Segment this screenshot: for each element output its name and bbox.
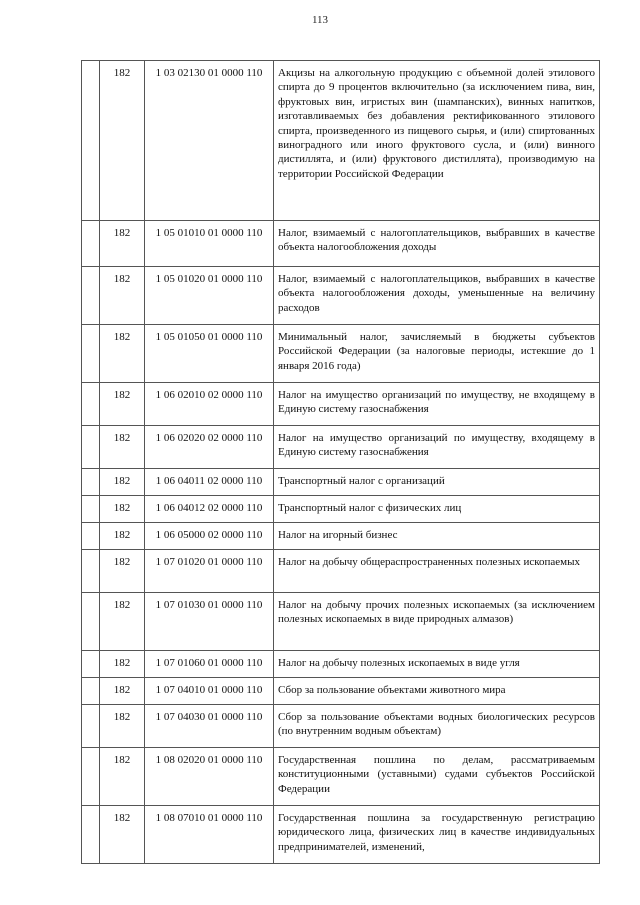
description-cell: Минимальный налог, зачисляемый в бюджеты субъектов Российской Федерации (за налоговые периоды, истекшие до 1 января 2016 года): [274, 325, 600, 383]
blank-cell: [82, 550, 100, 593]
description-cell: Налог, взимаемый с налогоплательщиков, выбравших в качестве объекта налогообложения доходы: [274, 221, 600, 267]
table-row: [82, 61, 600, 221]
budget-code-cell: 1 05 01010 01 0000 110: [145, 221, 274, 267]
description-cell: Акцизы на алкогольную продукцию с объемной долей этилового спирта до 9 процентов включительно (за исключением пива, вин, фруктовых вин, игристых вин (шампанских), винных напитков, изготавливаемых без добавления ректификованного этилового спирта, произведенного из пищевого сырья, и (или) спиртованных виноградного или иного фруктового сусла, и (или) винного дистиллята, и (или) фруктового дистиллята), производимую на территории Российской Федерации: [274, 61, 600, 221]
budget-code-cell: 1 07 01060 01 0000 110: [145, 651, 274, 678]
budget-code-cell: 1 06 02020 02 0000 110: [145, 426, 274, 469]
blank-cell: [82, 705, 100, 748]
table-row: [82, 678, 600, 705]
table-row: [82, 806, 600, 864]
blank-cell: [82, 383, 100, 426]
table-row: [82, 651, 600, 678]
blank-cell: [82, 748, 100, 806]
table-row: [82, 325, 600, 383]
admin-code-cell: 182: [100, 748, 145, 806]
description-cell: Налог на имущество организаций по имуществу, не входящему в Единую систему газоснабжения: [274, 383, 600, 426]
blank-cell: [82, 651, 100, 678]
description-cell: Налог на добычу прочих полезных ископаемых (за исключением полезных ископаемых в виде природных алмазов): [274, 593, 600, 651]
table-row: [82, 469, 600, 496]
table-row: [82, 426, 600, 469]
table-row: [82, 705, 600, 748]
admin-code-cell: 182: [100, 383, 145, 426]
page-number: 113: [311, 14, 329, 26]
description-cell: Государственная пошлина по делам, рассматриваемым конституционными (уставными) судами субъектов Российской Федерации: [274, 748, 600, 806]
budget-code-cell: 1 06 05000 02 0000 110: [145, 523, 274, 550]
admin-code-cell: 182: [100, 678, 145, 705]
blank-cell: [82, 426, 100, 469]
description-cell: Налог на имущество организаций по имуществу, входящему в Единую систему газоснабжения: [274, 426, 600, 469]
admin-code-cell: 182: [100, 651, 145, 678]
budget-classification-table: [81, 60, 600, 864]
blank-cell: [82, 325, 100, 383]
description-cell: Сбор за пользование объектами водных биологических ресурсов (по внутренним водным объектам): [274, 705, 600, 748]
admin-code-cell: 182: [100, 806, 145, 864]
budget-code-cell: 1 08 07010 01 0000 110: [145, 806, 274, 864]
budget-code-cell: 1 07 04010 01 0000 110: [145, 678, 274, 705]
admin-code-cell: 182: [100, 523, 145, 550]
blank-cell: [82, 806, 100, 864]
budget-code-cell: 1 05 01050 01 0000 110: [145, 325, 274, 383]
budget-code-cell: 1 06 02010 02 0000 110: [145, 383, 274, 426]
table-row: [82, 221, 600, 267]
blank-cell: [82, 221, 100, 267]
blank-cell: [82, 523, 100, 550]
table-row: [82, 748, 600, 806]
description-cell: Государственная пошлина за государственную регистрацию юридического лица, физических лиц в качестве индивидуальных предпринимателей, изменений,: [274, 806, 600, 864]
table-row: [82, 523, 600, 550]
admin-code-cell: 182: [100, 550, 145, 593]
admin-code-cell: 182: [100, 496, 145, 523]
description-cell: Налог, взимаемый с налогоплательщиков, выбравших в качестве объекта налогообложения доходы, уменьшенные на величину расходов: [274, 267, 600, 325]
admin-code-cell: 182: [100, 426, 145, 469]
blank-cell: [82, 593, 100, 651]
table-row: [82, 383, 600, 426]
admin-code-cell: 182: [100, 61, 145, 221]
description-cell: Транспортный налог с физических лиц: [274, 496, 600, 523]
table-row: [82, 267, 600, 325]
table-row: [82, 550, 600, 593]
description-cell: Налог на игорный бизнес: [274, 523, 600, 550]
admin-code-cell: 182: [100, 469, 145, 496]
budget-code-cell: 1 06 04011 02 0000 110: [145, 469, 274, 496]
budget-code-cell: 1 03 02130 01 0000 110: [145, 61, 274, 221]
admin-code-cell: 182: [100, 593, 145, 651]
blank-cell: [82, 678, 100, 705]
blank-cell: [82, 61, 100, 221]
description-cell: Транспортный налог с организаций: [274, 469, 600, 496]
table-row: [82, 496, 600, 523]
budget-code-cell: 1 07 01020 01 0000 110: [145, 550, 274, 593]
budget-code-cell: 1 08 02020 01 0000 110: [145, 748, 274, 806]
admin-code-cell: 182: [100, 325, 145, 383]
admin-code-cell: 182: [100, 267, 145, 325]
table-row: [82, 593, 600, 651]
blank-cell: [82, 496, 100, 523]
blank-cell: [82, 469, 100, 496]
description-cell: Налог на добычу общераспространенных полезных ископаемых: [274, 550, 600, 593]
budget-code-cell: 1 05 01020 01 0000 110: [145, 267, 274, 325]
description-cell: Налог на добычу полезных ископаемых в виде угля: [274, 651, 600, 678]
description-cell: Сбор за пользование объектами животного мира: [274, 678, 600, 705]
budget-code-cell: 1 07 04030 01 0000 110: [145, 705, 274, 748]
blank-cell: [82, 267, 100, 325]
admin-code-cell: 182: [100, 705, 145, 748]
budget-code-cell: 1 07 01030 01 0000 110: [145, 593, 274, 651]
admin-code-cell: 182: [100, 221, 145, 267]
budget-code-cell: 1 06 04012 02 0000 110: [145, 496, 274, 523]
